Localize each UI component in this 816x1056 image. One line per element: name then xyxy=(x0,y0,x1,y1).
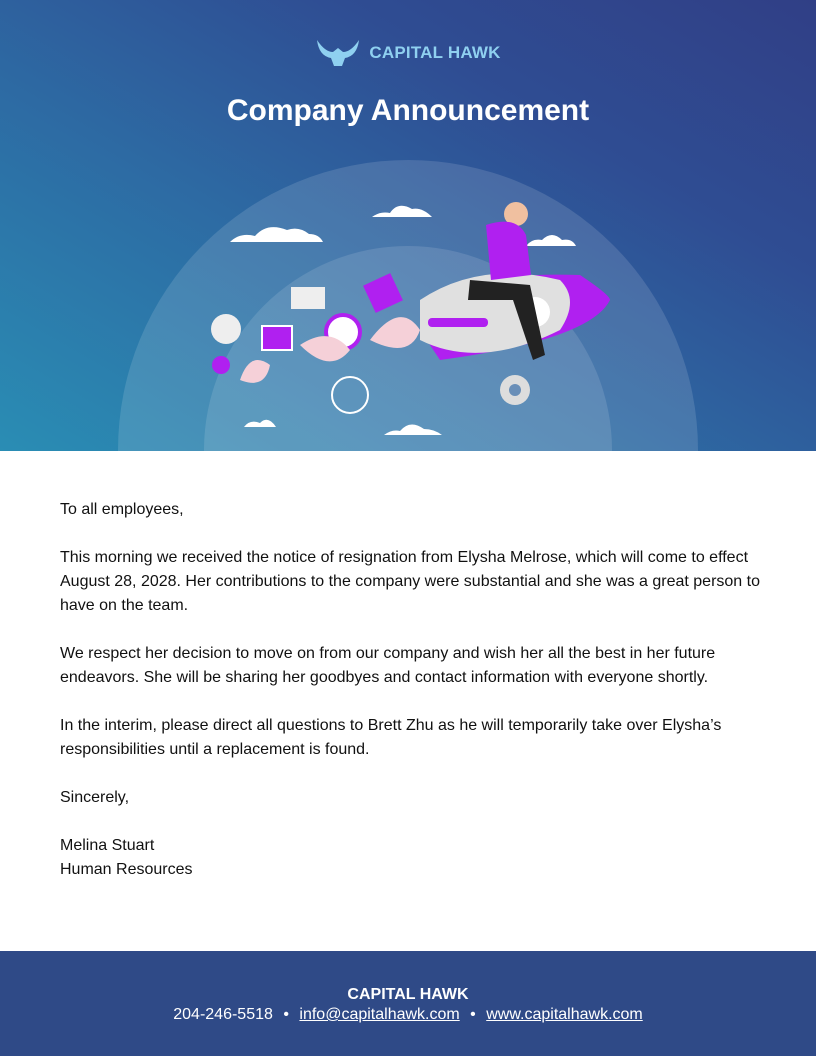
envelope-icon xyxy=(291,287,325,309)
paragraph: In the interim, please direct all questions to Brett Zhu as he will temporarily take over Elysha’s responsibilities until a replacement is found. xyxy=(60,717,722,758)
footer-phone: 204-246-5518 xyxy=(173,1006,273,1023)
brand-name: CAPITAL HAWK xyxy=(369,43,501,62)
footer xyxy=(0,951,816,1056)
greeting: To all employees, xyxy=(60,501,184,518)
header-banner xyxy=(0,0,816,451)
separator: • xyxy=(283,1006,289,1023)
footer-email-link[interactable]: info@capitalhawk.com xyxy=(299,1006,460,1023)
letter-body xyxy=(60,498,760,882)
closing: Sincerely, xyxy=(60,789,130,806)
image-icon xyxy=(262,326,292,350)
separator: • xyxy=(470,1006,476,1023)
paragraph: This morning we received the notice of resignation from Elysha Melrose, which will come to effect August 28, 2028. Her contributions to the company were substantial and she was a great person to have on the team. xyxy=(60,549,760,614)
hawk-logo-icon xyxy=(315,38,361,68)
brand-logo xyxy=(0,38,816,68)
signer-title: Human Resources xyxy=(60,861,193,878)
footer-contact xyxy=(0,1006,816,1024)
footer-website-link[interactable]: www.capitalhawk.com xyxy=(486,1006,643,1023)
lightbulb-icon xyxy=(212,356,230,374)
signer-name: Melina Stuart xyxy=(60,837,155,854)
footer-company: CAPITAL HAWK xyxy=(347,986,469,1003)
page-title: Company Announcement xyxy=(226,94,590,127)
paragraph: We respect her decision to move on from our company and wish her all the best in her future endeavors. She will be sharing her goodbyes and contact information with everyone shortly. xyxy=(60,645,716,686)
pie-chart-icon xyxy=(211,314,241,344)
